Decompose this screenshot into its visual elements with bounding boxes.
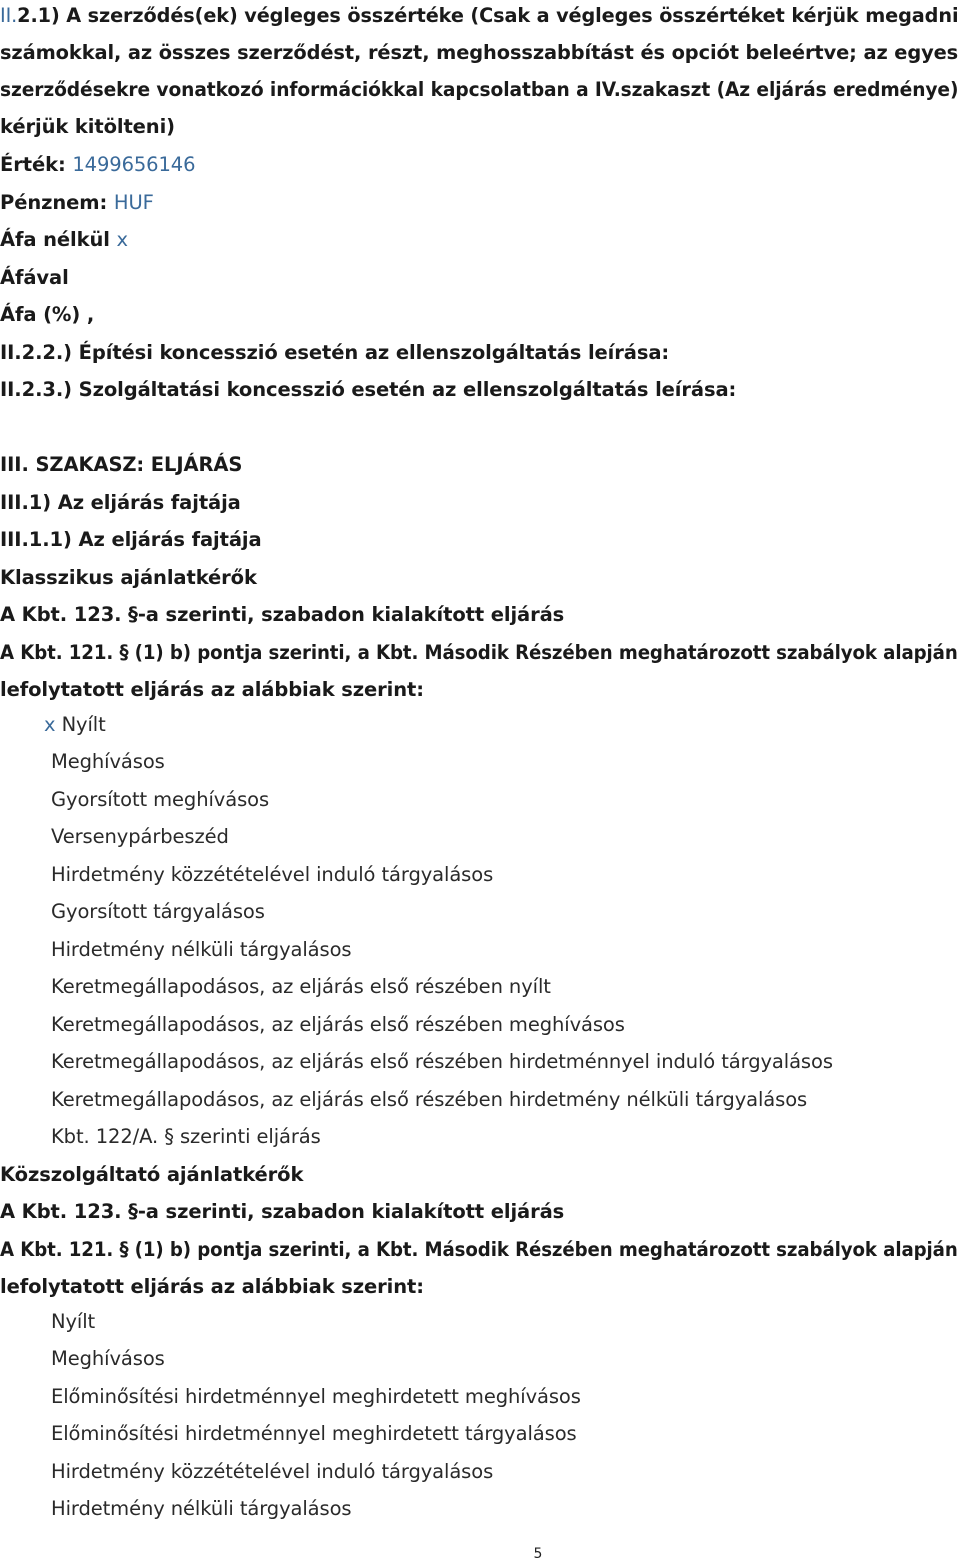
currency-label: Pénznem: [0, 191, 114, 214]
classic-heading: Klasszikus ajánlatkérők [0, 566, 257, 589]
section-iii-1-1: III.1.1) Az eljárás fajtája [0, 528, 262, 551]
section-prefix: II. [0, 4, 18, 27]
section-ii-2-1-line2: számokkal, az összes szerződést, részt, meghosszabbítást és opciót beleértve; az egyes [0, 41, 959, 64]
classic-selected-mark: x [44, 713, 56, 736]
utility-option-label: Előminősítési hirdetménnyel meghirdetett meghívásos [51, 1385, 581, 1408]
utility-option-label: Hirdetmény nélküli tárgyalásos [51, 1497, 352, 1520]
section-ii-2-1-heading [0, 3, 958, 29]
classic-option-label: Meghívásos [51, 750, 165, 773]
section-iii-title: III. SZAKASZ: ELJÁRÁS [0, 453, 243, 476]
utility-option-label: Előminősítési hirdetménnyel meghirdetett tárgyalásos [51, 1422, 577, 1445]
utility-heading: Közszolgáltató ajánlatkérők [0, 1163, 304, 1186]
value-label: Érték: [0, 153, 73, 176]
section-ii-2-1-line3: szerződésekre vonatkozó információkkal kapcsolatban a IV.szakaszt (Az eljárás eredménye) [0, 78, 959, 101]
section-heading-rest: 2.1) A szerződés(ek) végleges összértéke (Csak a végleges összértéket kérjük megadni [17, 4, 959, 27]
value-field: 1499656146 [72, 153, 196, 176]
section-ii-2-1-line4: kérjük kitölteni) [0, 115, 175, 138]
currency-field: HUF [113, 191, 154, 214]
vat-percent-label: Áfa (%) , [0, 303, 95, 326]
classic-option-label: Hirdetmény közzétételével induló tárgyalásos [51, 863, 494, 886]
classic-option-label: Keretmegállapodásos, az eljárás első részében nyílt [51, 975, 551, 998]
classic-option-label: Keretmegállapodásos, az eljárás első részében hirdetménnyel induló tárgyalásos [51, 1050, 833, 1073]
section-ii-2-2: II.2.2.) Építési koncesszió esetén az ellenszolgáltatás leírása: [0, 341, 670, 364]
classic-kbt121-line2: lefolytatott eljárás az alábbiak szerint: [0, 678, 424, 701]
classic-option-label: Hirdetmény nélküli tárgyalásos [51, 938, 352, 961]
classic-option-row [44, 712, 106, 738]
utility-option-label: Meghívásos [51, 1347, 165, 1370]
utility-option-label: Hirdetmény közzétételével induló tárgyalásos [51, 1460, 494, 1483]
section-iii-1: III.1) Az eljárás fajtája [0, 491, 241, 514]
classic-option-label: Gyorsított meghívásos [51, 788, 270, 811]
currency-row [0, 190, 154, 216]
vat-excluded-label: Áfa nélkül [0, 228, 117, 251]
classic-option-label: Gyorsított tárgyalásos [51, 900, 265, 923]
classic-option-label: Kbt. 122/A. § szerinti eljárás [51, 1125, 321, 1148]
utility-kbt121-line2: lefolytatott eljárás az alábbiak szerint: [0, 1275, 424, 1298]
classic-option-label: Nyílt [61, 713, 106, 736]
utility-kbt123: A Kbt. 123. §-a szerinti, szabadon kialakított eljárás [0, 1200, 565, 1223]
page-number: 5 [533, 1546, 543, 1562]
classic-kbt121-line1: A Kbt. 121. § (1) b) pontja szerinti, a Kbt. Második Részében meghatározott szabályok alapján [0, 641, 958, 664]
classic-option-label: Keretmegállapodásos, az eljárás első részében meghívásos [51, 1013, 625, 1036]
value-row [0, 152, 195, 178]
vat-included-label: Áfával [0, 266, 69, 289]
classic-kbt123: A Kbt. 123. §-a szerinti, szabadon kialakított eljárás [0, 603, 565, 626]
classic-option-label: Versenypárbeszéd [51, 825, 229, 848]
utility-kbt121-line1: A Kbt. 121. § (1) b) pontja szerinti, a Kbt. Második Részében meghatározott szabályok alapján [0, 1238, 958, 1261]
vat-excluded-mark: x [116, 228, 128, 251]
vat-excluded-row [0, 227, 128, 253]
classic-option-label: Keretmegállapodásos, az eljárás első részében hirdetmény nélküli tárgyalásos [51, 1088, 808, 1111]
utility-option-label: Nyílt [51, 1310, 96, 1333]
section-ii-2-3: II.2.3.) Szolgáltatási koncesszió esetén az ellenszolgáltatás leírása: [0, 378, 737, 401]
